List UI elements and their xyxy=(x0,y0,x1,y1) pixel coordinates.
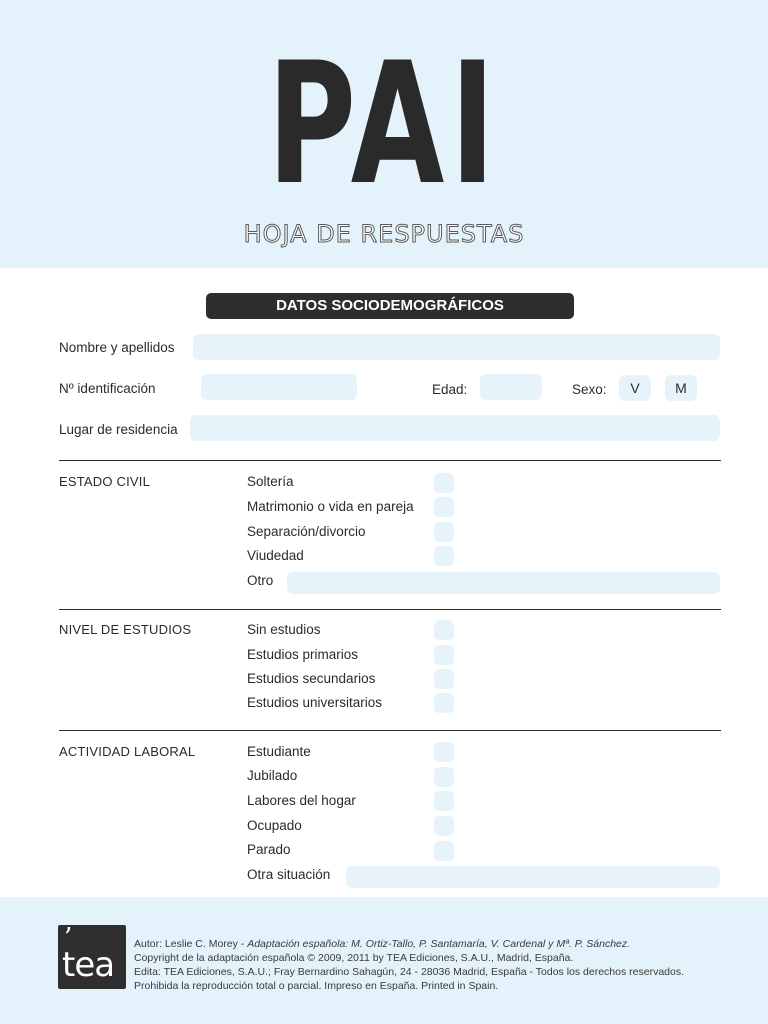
employment-option-checkbox[interactable] xyxy=(434,767,454,787)
civil-option-checkbox[interactable] xyxy=(434,497,454,517)
education-option-checkbox[interactable] xyxy=(434,693,454,713)
id-label: Nº identificación xyxy=(59,381,156,396)
employment-other-label: Otra situación xyxy=(247,867,331,882)
education-option-label: Estudios secundarios xyxy=(247,671,376,686)
sex-m-option[interactable]: M xyxy=(665,375,697,401)
form-subtitle: HOJA DE RESPUESTAS xyxy=(243,220,525,248)
employment-option-checkbox[interactable] xyxy=(434,791,454,811)
tea-logo-mark: ’ xyxy=(64,923,73,953)
education-option-checkbox[interactable] xyxy=(434,645,454,665)
employment-option-label: Parado xyxy=(247,842,291,857)
name-field[interactable] xyxy=(193,334,720,360)
employment-heading: ACTIVIDAD LABORAL xyxy=(59,744,196,759)
age-label: Edad: xyxy=(432,382,468,397)
prohibition-line: Prohibida la reproducción total o parcial. Impreso en España. Printed in Spain. xyxy=(134,980,499,992)
education-option-checkbox[interactable] xyxy=(434,620,454,640)
civil-option-label: Soltería xyxy=(247,474,294,489)
employment-other-field[interactable] xyxy=(346,866,720,888)
education-option-checkbox[interactable] xyxy=(434,669,454,689)
civil-option-label: Matrimonio o vida en pareja xyxy=(247,499,414,514)
section-title: DATOS SOCIODEMOGRÁFICOS xyxy=(206,293,574,319)
author-line: Autor: Leslie C. Morey - Adaptación española: M. Ortiz-Tallo, P. Santamaría, V. Cardenal y Mª. P. Sánchez. xyxy=(134,938,631,950)
employment-option-checkbox[interactable] xyxy=(434,742,454,762)
civil-status-heading: ESTADO CIVIL xyxy=(59,474,151,489)
education-option-label: Estudios primarios xyxy=(247,647,359,662)
copyright-line: Copyright de la adaptación española © 2009, 2011 by TEA Ediciones, S.A.U., Madrid, España. xyxy=(134,952,574,964)
sex-v-option[interactable]: V xyxy=(619,375,651,401)
residence-field[interactable] xyxy=(190,415,720,441)
age-field[interactable] xyxy=(480,374,542,400)
divider xyxy=(59,460,721,461)
employment-option-label: Labores del hogar xyxy=(247,793,356,808)
civil-option-checkbox[interactable] xyxy=(434,473,454,493)
tea-logo-text: tea xyxy=(62,945,115,985)
employment-option-checkbox[interactable] xyxy=(434,841,454,861)
education-option-label: Estudios universitarios xyxy=(247,695,383,710)
divider xyxy=(59,730,721,731)
civil-option-checkbox[interactable] xyxy=(434,522,454,542)
name-label: Nombre y apellidos xyxy=(59,340,175,355)
employment-option-label: Jubilado xyxy=(247,768,298,783)
pai-logo: PAI xyxy=(267,26,501,222)
residence-label: Lugar de residencia xyxy=(59,422,178,437)
education-option-label: Sin estudios xyxy=(247,622,321,637)
divider xyxy=(59,609,721,610)
civil-option-label: Separación/divorcio xyxy=(247,524,366,539)
education-heading: NIVEL DE ESTUDIOS xyxy=(59,622,192,637)
tea-logo xyxy=(58,925,126,989)
employment-option-label: Estudiante xyxy=(247,744,311,759)
civil-other-label: Otro xyxy=(247,573,274,588)
employment-option-label: Ocupado xyxy=(247,818,302,833)
civil-option-label: Viudedad xyxy=(247,548,304,563)
civil-other-field[interactable] xyxy=(287,572,720,594)
publisher-line: Edita: TEA Ediciones, S.A.U.; Fray Bernardino Sahagún, 24 - 28036 Madrid, España - Todos los derechos reservados. xyxy=(134,966,685,978)
employment-option-checkbox[interactable] xyxy=(434,816,454,836)
id-field[interactable] xyxy=(201,374,357,400)
civil-option-checkbox[interactable] xyxy=(434,546,454,566)
credits xyxy=(134,937,684,993)
sex-label: Sexo: xyxy=(572,382,607,397)
